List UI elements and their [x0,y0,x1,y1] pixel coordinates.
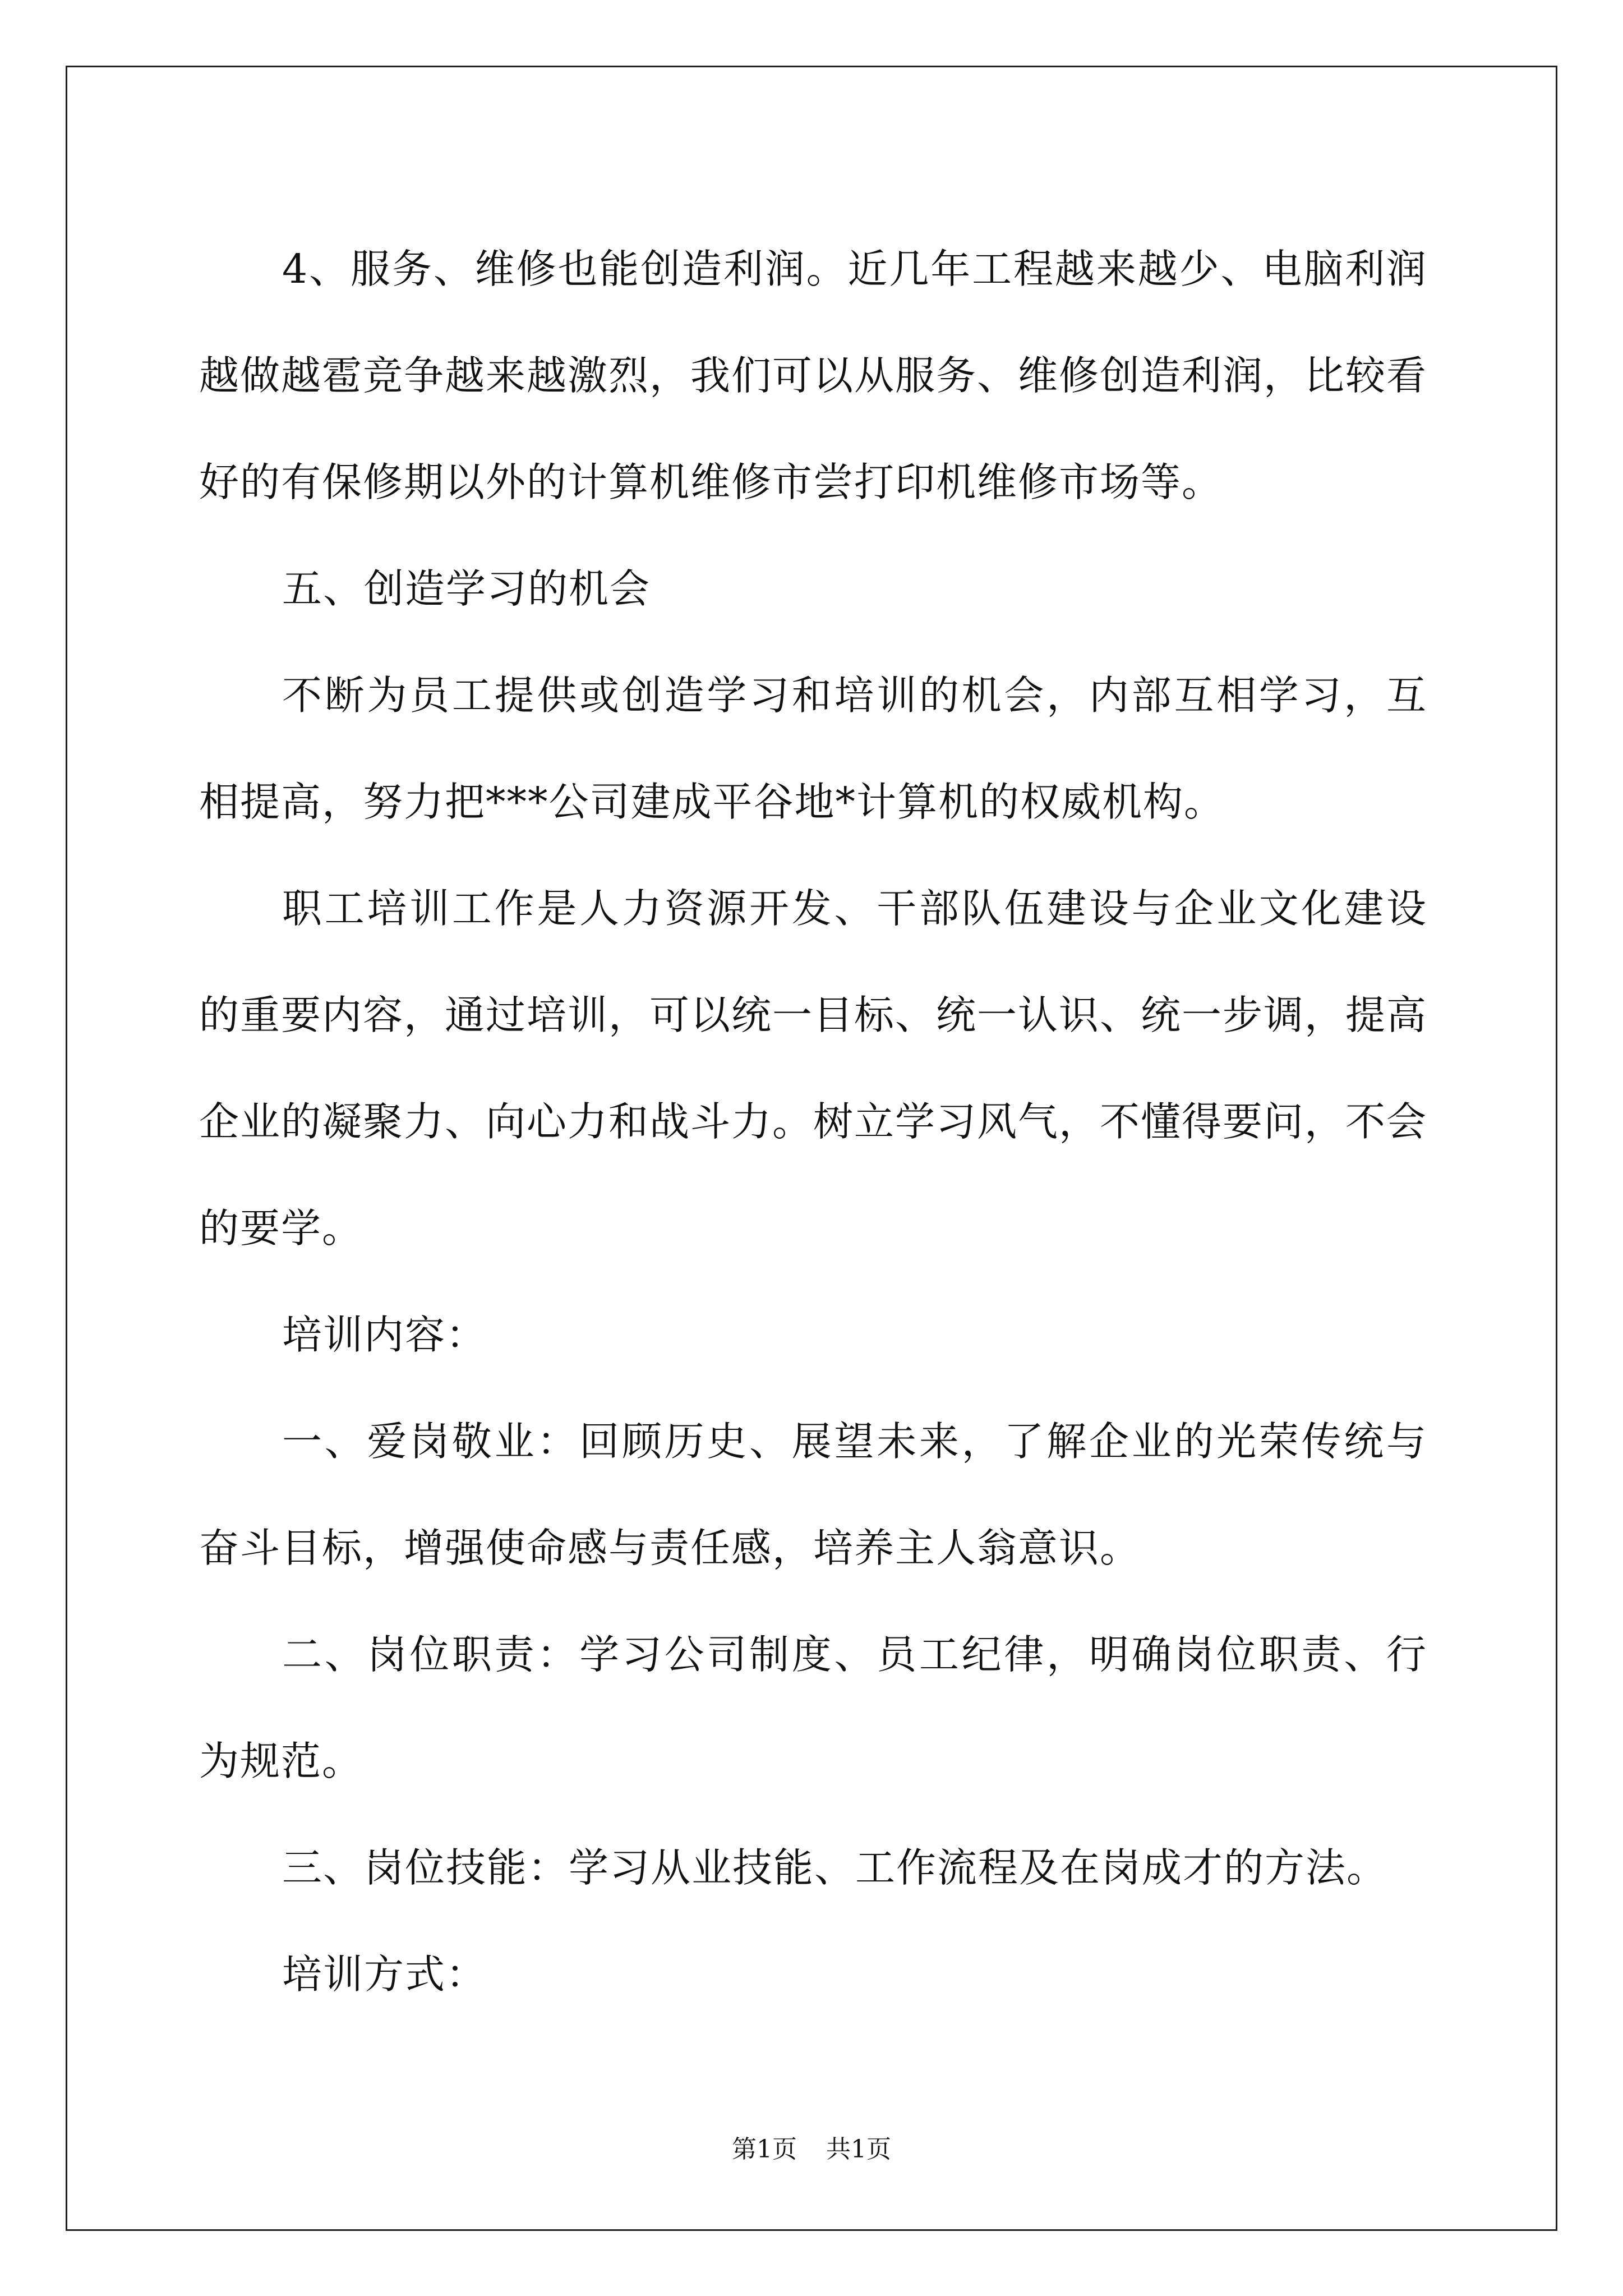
section-heading-learning: 五、创造学习的机会 [282,565,651,612]
list-item-dedication: 一、爱岗敬业：回顾历史、展望未来，了解企业的光荣传统与奋斗目标，增强使命感与责任感，培养主人翁意识。 [199,1418,1427,1571]
paragraph-staff-training: 职工培训工作是人力资源开发、干部队伍建设与企业文化建设的重要内容，通过培训，可以统一目标、统一认识、统一步调，提高企业的凝聚力、向心力和战斗力。树立学习风气，不懂得要问，不会的要学。 [199,885,1428,1251]
document-body [199,216,1427,2028]
page-number: 第1页 [732,2135,797,2164]
heading-training-content: 培训内容： [282,1312,487,1358]
page-footer [0,2133,1623,2166]
list-item-responsibilities: 二、岗位职责：学习公司制度、员工纪律，明确岗位职责、行为规范。 [199,1631,1427,1784]
list-item-skills: 三、岗位技能：学习从业技能、工作流程及在岗成才的方法。 [282,1844,1388,1891]
heading-training-method: 培训方式： [282,1951,487,1998]
page-total: 共1页 [826,2135,891,2164]
paragraph-service-profit: 4、服务、维修也能创造利润。近几年工程越来越少、电脑利润越做越雹竞争越来越激烈，我们可以从服务、维修创造利润，比较看好的有保修期以外的计算机维修市尝打印机维修市场等。 [199,246,1428,505]
paragraph-learning-opportunity: 不断为员工提供或创造学习和培训的机会，内部互相学习，互相提高，努力把***公司建成平谷地*计算机的权威机构。 [199,672,1427,825]
